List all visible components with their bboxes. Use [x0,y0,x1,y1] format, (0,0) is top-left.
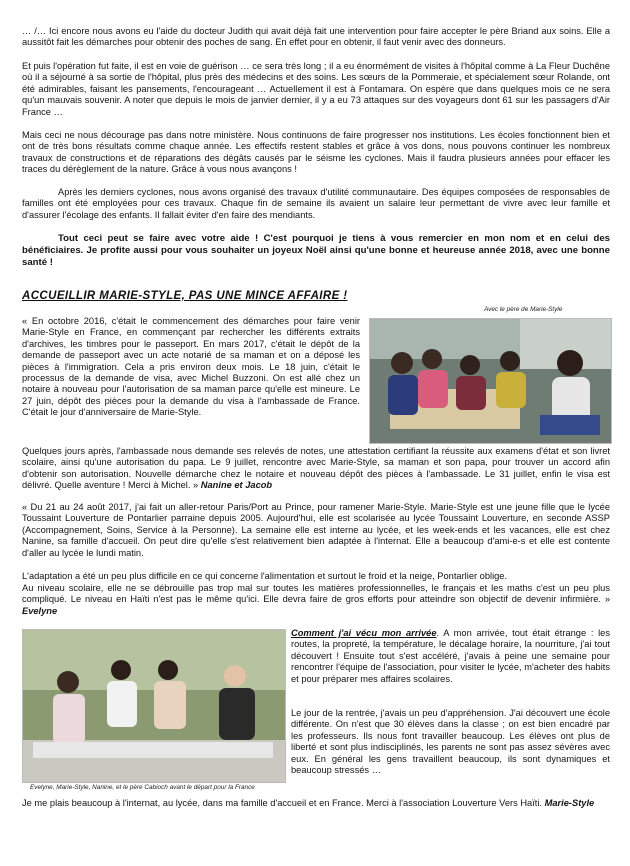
paragraph-embassy-text: Quelques jours après, l'ambassade nous demande ses relevés de notes, une attestation certifiant la réussite aux examens d'état et son livret scolaire, ainsi qu'une autorisation du papa. Le 9 juillet, rencontre avec Marie-Style, sa maman et son papa, pour trouver un accord afin d'obtenir son autorisation. Nouvelle démarche chez le notaire et nouveau dépôt des pièces à l'ambassade. Le 31 juillet, enfin le visa est délivré. Quelle aventure ! Merci à Michel. » [22,446,610,491]
paragraph-adaptation: L'adaptation a été un peu plus difficile en ce qui concerne l'alimentation et surtout le froid et la neige, Pontarlier oblige. [22,571,508,581]
paragraph-embassy [22,446,610,492]
photo-with-father [369,318,612,444]
paragraph-first-day: Le jour de la rentrée, j'avais un peu d'appréhension. J'ai découvert une école différente. On n'est que 30 élèves dans la classe ; on est bien encadré par les professeurs. Ils nous font travailler beaucoup. Les élèves ont plus de liberté et sont plus indisciplinés, les parents ne sont pas assez sévères avec eux. En général les gens travaillent beaucoup, ils sont dynamiques et beaucoup stressés … [291,708,610,776]
paragraph-operation: Et puis l'opération fut faite, il est en voie de guérison … ce sera très long ; il a eu énormément de visites à l'hôpital comme à La Fleur Duchêne où il a séjourné à sa sortie de l'hôpital, plus près des médecins et des soins. Les sœurs de la Pommeraie, et spécialement sœur Rolande, ont été admirables, faisant les pansements, l'encourageant … Actuellement il est à Fontamara. On espère que dans quelques mois ce ne sera qu'un mauvais souvenir. A noter que depuis le mois de janvier dernier, il y a eu 73 attaques sur des voyageurs dont 61 sur les passagers d'Air France … [22,61,610,117]
signature-marie-style: Marie-Style [544,798,595,808]
paragraph-community-work: Après les derniers cyclones, nous avons organisé des travaux d'utilité communautaire. Des équipes composées de responsables de familles ont été employées pour ces travaux. Chaque fin de semaine ils avaient un salaire leur permettant de vivre avec leur famille et d'assurer l'écolage des enfants. Il fallait éviter d'en faire des mendiants. [22,187,610,220]
signature-evelyne: Evelyne [22,605,58,616]
paragraph-school-level [22,583,610,617]
paragraph-arrival [291,628,610,685]
paragraph-closing-text: Je me plais beaucoup à l'internat, au lycée, dans ma famille d'accueil et en France. Merci à l'association Louverture Vers Haïti. [22,798,543,808]
paragraph-thanks: Tout ceci peut se faire avec votre aide ! C'est pourquoi je tiens à vous remercier en mon nom et en celui des bénéficiaires. Je profite aussi pour vous souhaiter un joyeux Noël ainsi qu'une bonne et heureuse année 2018, avec une bonne santé ! [22,233,610,268]
subtitle-arrival: Comment j'ai vécu mon arrivée [291,628,437,638]
paragraph-briand-care: … /… Ici encore nous avons eu l'aide du docteur Judith qui avait déjà fait une intervention pour faire accepter le père Briand aux soins. Elle a aussitôt fait les démarches pour obtenir des poches de sang. En effet pour en obtenir, il faut venir avec des donneurs. [22,26,610,48]
photo-caption-departure: Evelyne, Marie-Style, Nanine, et le père Cabioch avant le départ pour la France [30,784,255,791]
paragraph-ministry: Mais ceci ne nous décourage pas dans notre ministère. Nous continuons de faire progresser nos institutions. Les écoles fonctionnent bien et ont de très bons résultats comme chaque année. Les effectifs restent stables et grâce à vos dons, nous pouvons continuer les nombreux travaux de constructions et de réparations des dégâts causés par le séisme les cyclones. Mais il faudra plusieurs années pour effacer les traces du dérèglement de la nature. Grâce à vous nous avançons ! [22,130,610,175]
paragraph-arrival-text: . A mon arrivée, tout était étrange : les routes, la propreté, la température, le décalage horaire, la nourriture, j'ai tout découvert ! Ensuite tout s'est accéléré, j'avais à peine une semaine pour rencontrer l'équipe de l'association, pour visiter le lycée, m'acheter des habits et pour préparer mes affaires scolaires. [291,628,610,684]
paragraph-closing [22,798,610,809]
photo-caption-father: Avec le père de Marie-Style [484,306,563,313]
paragraph-school-level-text: Au niveau scolaire, elle ne se débrouille pas trop mal sur toutes les matières professionnelles, le français et les maths c'est un peu plus compliqué. Le niveau en Haïti n'est pas le même qu'ici. Elle devra faire de gros efforts pour atteindre son objectif de devenir infirmière. » [22,583,610,605]
signature-nanine-jacob: Nanine et Jacob [200,480,273,491]
photo-departure-group [22,629,286,783]
paragraph-trip: « Du 21 au 24 août 2017, j'ai fait un aller-retour Paris/Port au Prince, pour ramener Marie-Style. Marie-Style est une jeune fille que le lycée Toussaint Louverture de Pontarlier parraine depuis 2005. Aujourd'hui, elle est scolarisée au lycée Toussaint Louverture, en seconde ASSP (Accompagnement, Soins, Service à la Personne). La semaine elle est interne au lycée, et les week-ends et les vacances, elle est chez Nanine, sa famille d'accueil. On peut dire qu'elle s'est relativement bien adaptée à l'internat. Elle a beaucoup d'ami-e-s et elle est contente d'aller au lycée le lundi matin. [22,502,610,558]
paragraph-procedures: « En octobre 2016, c'était le commencement des démarches pour faire venir Marie-Style en France, en commençant par rechercher les différents extraits d'archives, les timbres pour le passeport. En mars 2017, c'était le dépôt de la demande de passeport avec un acte notarié de sa maman et on a déposé les pièces à l'immigration. Cela a pris environ deux mois. Le 18 juin, c'était le processus de la demande de visa, avec Michel Buzzoni. On est allé chez un notaire à nouveau pour l'autorisation de sa maman parce qu'elle est mineure. Le 27 juin, dépôt des pièces pour la demande du visa à l'ambassade de France. C'était le jour d'anniversaire de Marie-Style. [22,316,360,418]
article-heading: ACCUEILLIR MARIE-STYLE, PAS UNE MINCE AFFAIRE ! [22,290,348,302]
